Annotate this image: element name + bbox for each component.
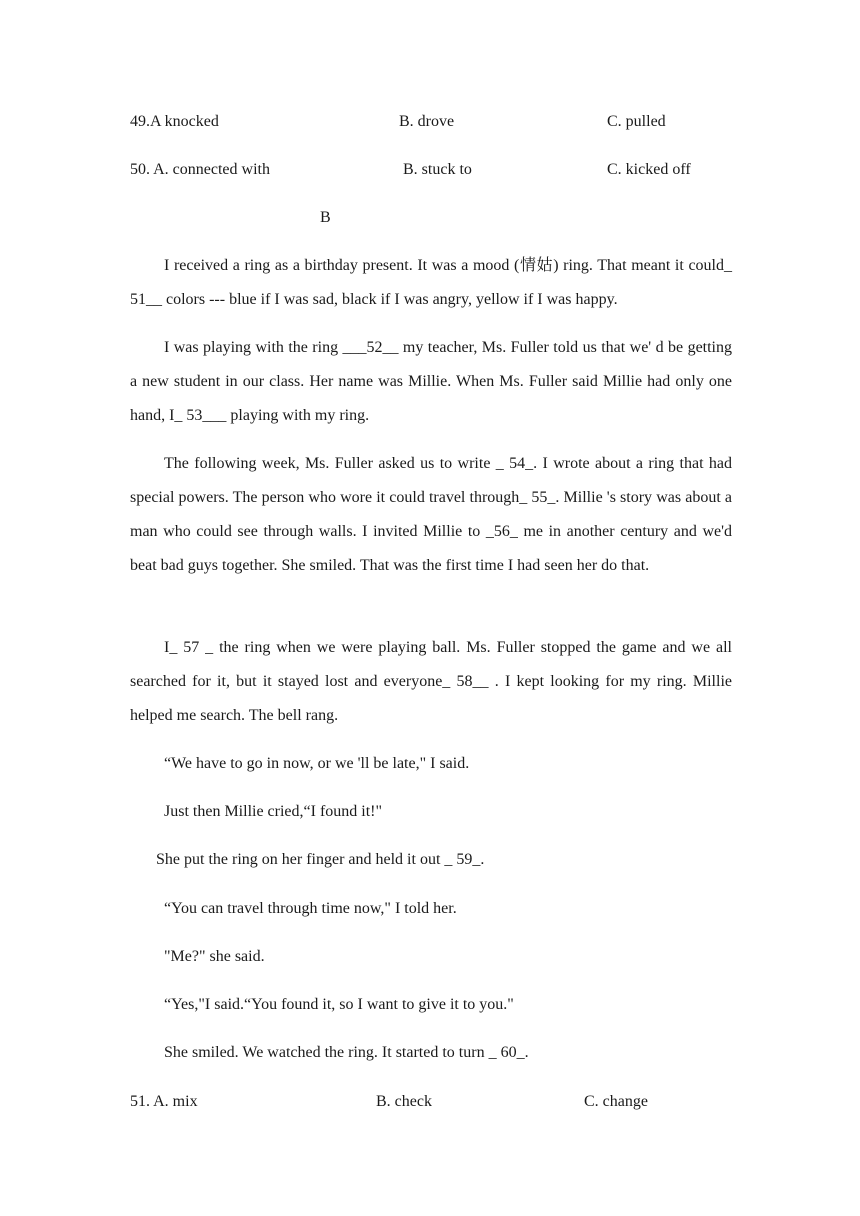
dialogue-line-1: “We have to go in now, or we 'll be late," I said. [164, 755, 470, 772]
q50-option-c: C. kicked off [607, 161, 691, 178]
q50-option-a: 50. A. connected with [130, 161, 270, 178]
paragraph-2: I was playing with the ring ___52__ my teacher, Ms. Fuller told us that we' d be getting a new student in our class. Her name was Millie. When Ms. Fuller said Millie had only one hand, I_ 53___ playing with my ring. [130, 339, 732, 424]
q51-option-b: B. check [376, 1093, 432, 1110]
q51-option-c: C. change [584, 1093, 648, 1110]
q49-option-b: B. drove [399, 113, 455, 130]
dialogue-line-4: “You can travel through time now," I told her. [164, 900, 457, 917]
paragraph-1: I received a ring as a birthday present. It was a mood (情姑) ring. That meant it could_ 51__ colors --- blue if I was sad, black if I was angry, yellow if I was happy. [130, 257, 732, 308]
paragraph-3: The following week, Ms. Fuller asked us to write _ 54_. I wrote about a ring that had special powers. The person who wore it could travel through_ 55_. Millie 's story was about a man who could see through walls. I invited Millie to _56_ me in another century and we'd beat bad guys together. She smiled. That was the first time I had seen her do that. [130, 455, 732, 574]
q49-option-a: 49.A knocked [130, 113, 219, 130]
dialogue-line-2: Just then Millie cried,“I found it!" [164, 803, 383, 820]
paragraph-4: I_ 57 _ the ring when we were playing ball. Ms. Fuller stopped the game and we all searched for it, but it stayed lost and everyone_ 58__ . I kept looking for my ring. Millie helped me search. The bell rang. [130, 639, 732, 724]
dialogue-line-5: "Me?" she said. [164, 948, 265, 965]
q50-option-b: B. stuck to [403, 161, 472, 178]
q51-option-a: 51. A. mix [130, 1093, 198, 1110]
dialogue-line-3: She put the ring on her finger and held it out _ 59_. [156, 851, 485, 868]
section-title: B [320, 209, 331, 226]
q49-option-c: C. pulled [607, 113, 666, 130]
dialogue-line-6: “Yes,"I said.“You found it, so I want to give it to you." [164, 996, 514, 1013]
dialogue-line-7: She smiled. We watched the ring. It started to turn _ 60_. [164, 1044, 529, 1061]
